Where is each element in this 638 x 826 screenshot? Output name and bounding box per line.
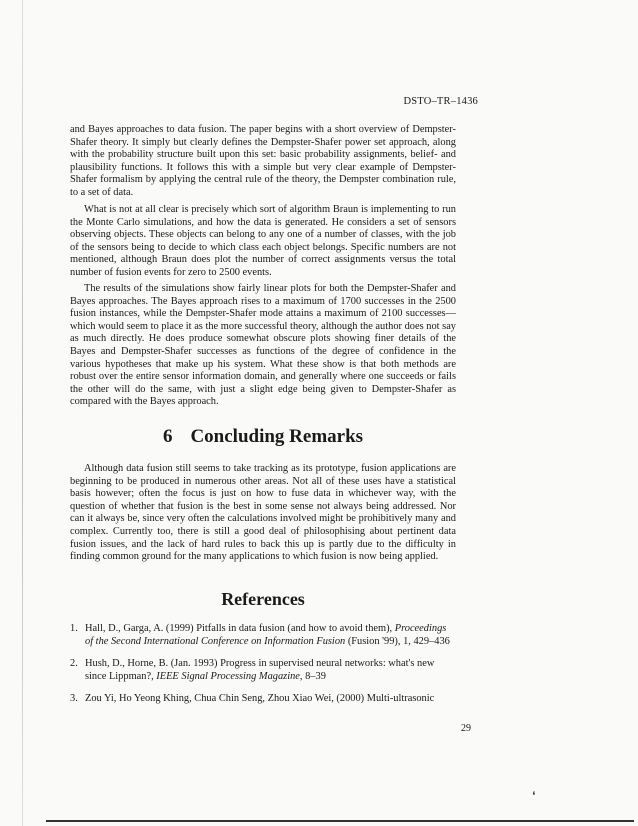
- page-number: 29: [461, 723, 471, 734]
- scan-artifact-mark: ❛: [532, 790, 536, 802]
- reference-item: [70, 658, 456, 683]
- references-heading: References: [221, 589, 305, 609]
- reference-venue: IEEE Signal Processing Magazine: [156, 670, 300, 682]
- reference-list: [70, 623, 456, 716]
- paragraph-3: The results of the simulations show fairly linear plots for both the Dempster-Shafer and Bayes approaches. The Bayes approach rises to a maximum of 1700 successes in the 2500 fusion instances, while the Dempster-Shafer mode attains a maximum of 2100 successes—which would seem to place it as the more successful theory, although the author does not say as much directly. He does produce somewhat obscure plots showing finer details of the Bayes and Dempster-Shafer successes as functions of the degree of confidence in the various hypotheses that make up his system. What these show is that both methods are robust over the entire sensor information domain, and generally where one succeeds or fails the other will do the same, with just a slight edge being given to Dempster-Shafer as compared with the Bayes approach.: [70, 283, 456, 408]
- paragraph-conclusion: Although data fusion still seems to take tracking as its prototype, fusion applications are beginning to be produced in numerous other areas. Not all of these uses have a statistical basis however; often the focus is just on how to fuse data in whichever way, with the question of whether that fusion is the best in some sense not always being addressed. Nor can it always be, since very often the calculations involved might be prohibitively many and complex. Currently too, there is still a good deal of philosophising about pertinent data fusion issues, and the lack of hard rules to back this up is partly due to the difficulty in finding common ground for the many applications to which fusion is now being applied.: [70, 463, 456, 563]
- reference-item: [70, 623, 456, 648]
- reference-text-end: , 8–39: [299, 670, 326, 682]
- report-id: DSTO–TR–1436: [403, 96, 478, 107]
- bottom-rule: [46, 820, 634, 822]
- section-title: Concluding Remarks: [190, 426, 364, 447]
- reference-item: [70, 693, 456, 706]
- section-heading: [70, 426, 456, 448]
- reference-text: Zou Yi, Ho Yeong Khing, Chua Chin Seng, Zhou Xiao Wei, (2000) Multi-ultrasonic: [85, 693, 435, 705]
- reference-text: Hush, D., Horne, B. (Jan. 1993) Progress in supervised neural networks: what's new since Lippman?,: [85, 658, 435, 682]
- scan-edge: [22, 0, 23, 826]
- reference-text: Hall, D., Garga, A. (1999) Pitfalls in data fusion (and how to avoid them),: [85, 623, 395, 634]
- reference-number: 3.: [70, 693, 78, 705]
- section-number: 6: [162, 426, 173, 447]
- reference-venue: Proceedings of the Second International Conference on Information Fusion: [85, 623, 447, 647]
- reference-number: 1.: [70, 623, 78, 634]
- reference-text-end: (Fusion '99), 1, 429–436: [345, 635, 450, 647]
- reference-number: 2.: [70, 658, 78, 670]
- paragraph-1: and Bayes approaches to data fusion. The paper begins with a short overview of Dempster-Shafer theory. It simply but clearly defines the Dempster-Shafer power set approach, along with the probability structure built upon this set: basic probability assignments, belief- and plausibility functions. It follows this with a simple but very clear example of Dempster-Shafer formalism by applying the central rule of the theory, the Dempster combination rule, to a set of data.: [70, 124, 456, 198]
- paragraph-2: What is not at all clear is precisely which sort of algorithm Braun is implementing to run the Monte Carlo simulations, and how the data is generated. He considers a set of sensors observing objects. These objects can belong to any one of a number of classes, with the job of the sensors being to decide to which class each object belongs. Specific numbers are not mentioned, although Braun does plot the number of correct assignments versus the total number of fusion events for zero to 2500 events.: [70, 204, 456, 278]
